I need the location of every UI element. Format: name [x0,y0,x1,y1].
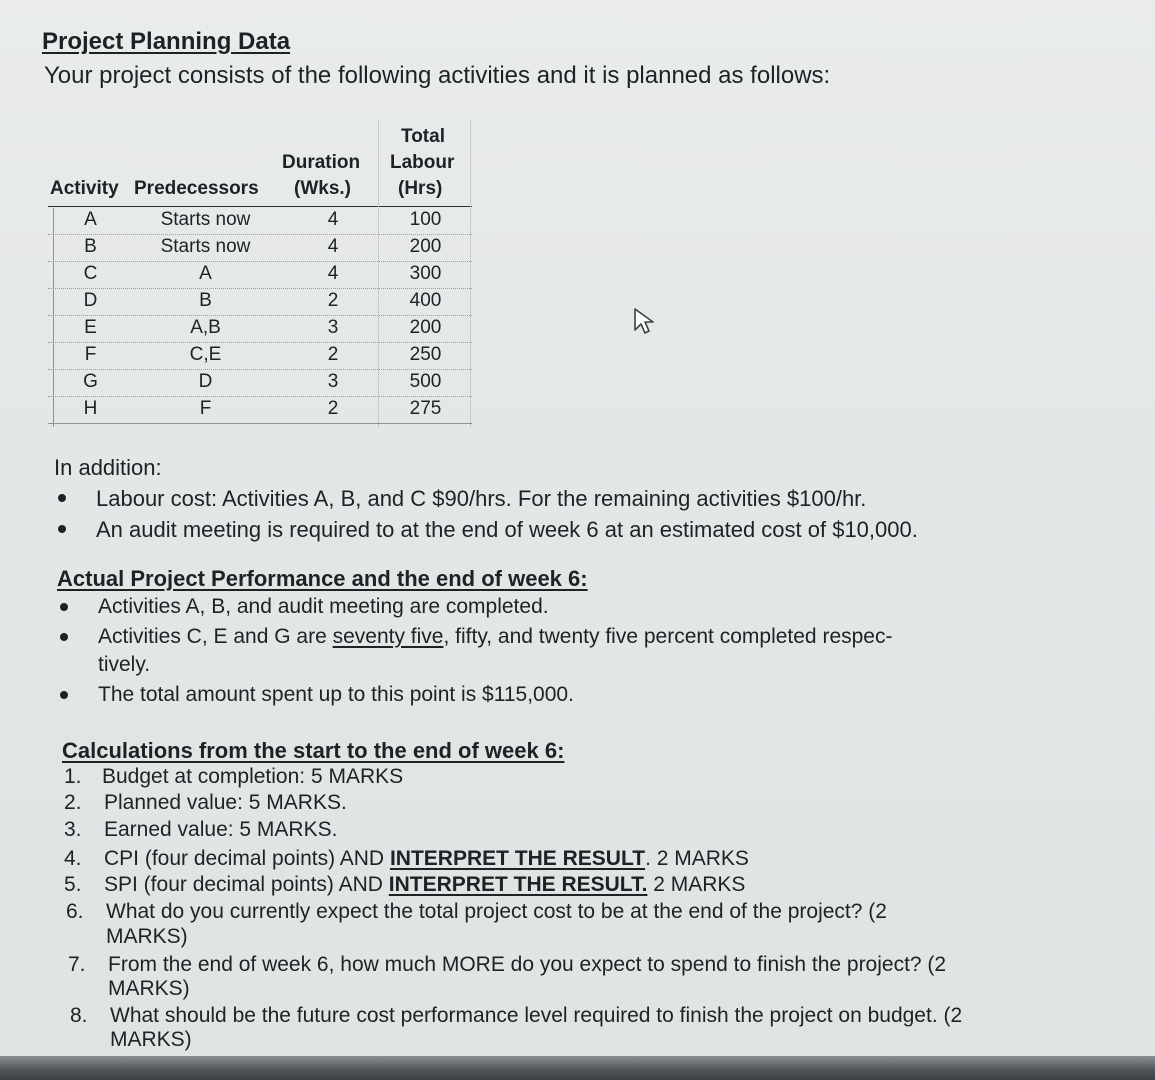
cell-predecessors: B [199,290,212,311]
cell-predecessors: A,B [190,317,221,338]
cell-duration: 4 [327,263,339,284]
question-text: SPI (four decimal points) AND [104,873,389,896]
cell-activity: A [84,209,97,230]
bullet-dot-icon [60,691,68,699]
table-row [48,343,472,370]
cell-labour: 500 [409,371,442,392]
cell-labour: 400 [409,290,442,311]
cell-activity: E [84,317,97,338]
question-item: What do you currently expect the total project cost to be at the end of the project? (2 [106,900,887,923]
cell-labour: 300 [409,263,442,284]
item-number: 2. [64,791,82,814]
header-predecessors: Predecessors [134,178,259,199]
actual-heading: Actual Project Performance and the end of week 6: [57,566,588,591]
cell-predecessors: D [198,371,213,392]
actual-bullet-1: Activities A, B, and audit meeting are completed. [98,595,549,618]
item-number: 7. [68,953,86,976]
cell-predecessors: F [199,398,212,419]
bullet-dot-icon [60,603,68,611]
actual-bullet-2-cont: tively. [98,653,151,676]
addition-heading: In addition: [54,455,162,480]
table-row [48,235,472,262]
cell-duration: 2 [327,344,339,365]
cell-labour: 275 [409,398,442,419]
cell-activity: H [83,398,98,419]
item-number: 8. [70,1004,88,1027]
actual-bullet-2 [98,625,892,649]
table-row [48,316,472,343]
cell-labour: 200 [409,317,442,338]
cell-activity: G [83,371,98,392]
header-duration-line1: Duration [282,152,361,173]
table-row [48,397,472,424]
item-number: 1. [64,765,82,788]
item-number: 3. [64,818,82,841]
question-item: Earned value: 5 MARKS. [104,818,338,841]
question-item: Planned value: 5 MARKS. [104,791,347,814]
cell-duration: 4 [327,209,339,230]
table-row [48,370,472,397]
cell-activity: C [83,263,98,284]
question-item-cont: MARKS) [106,925,188,948]
header-labour-line1: Total [401,126,445,147]
bullet-dot-icon [60,633,68,641]
cell-predecessors: A [199,263,212,284]
actual-bullet-2-post: , fifty, and twenty five percent completed respec- [443,625,893,648]
cell-duration: 3 [327,371,339,392]
item-number: 6. [66,900,84,923]
question-emphasis: INTERPRET THE RESULT. [388,873,648,896]
cell-duration: 3 [327,317,339,338]
actual-bullet-2-pre: Activities C, E and G are [98,625,333,648]
actual-bullet-3: The total amount spent up to this point is $115,000. [98,683,574,706]
cell-duration: 4 [327,236,339,257]
question-item [104,847,749,871]
table-row [48,262,472,289]
item-number: 4. [64,847,82,870]
screen-bezel [0,1056,1155,1080]
page-title: Project Planning Data [42,28,291,55]
actual-bullet-2-underlined: seventy five [332,625,444,648]
cell-activity: B [84,236,97,257]
question-item: From the end of week 6, how much MORE do you expect to spend to finish the project? (2 [108,953,947,976]
question-text: CPI (four decimal points) AND [104,847,390,870]
mouse-pointer-icon [632,306,658,336]
header-rule [48,206,472,207]
cell-labour: 200 [409,236,442,257]
question-emphasis: INTERPRET THE RESULT [389,847,646,870]
question-item: Budget at completion: 5 MARKS [102,765,404,788]
header-labour-line3: (Hrs) [398,178,443,199]
cell-activity: D [83,290,98,311]
question-marks: . 2 MARKS [645,847,749,870]
cell-duration: 2 [327,290,339,311]
cell-activity: F [84,344,97,365]
header-activity: Activity [50,178,119,199]
question-marks: 2 MARKS [647,873,746,896]
cell-duration: 2 [327,398,339,419]
header-labour-line2: Labour [390,152,455,173]
header-duration-line2: (Wks.) [294,178,351,199]
bullet-dot-icon [58,494,66,502]
cell-predecessors: C,E [189,344,222,365]
table-row [48,289,472,316]
cell-labour: 100 [409,209,442,230]
cell-predecessors: Starts now [160,236,251,257]
table-row [48,208,472,235]
question-item-cont: MARKS) [110,1028,192,1051]
addition-bullet: An audit meeting is required to at the end of week 6 at an estimated cost of $10,000. [96,517,918,542]
question-item-cont: MARKS) [108,977,190,1000]
cell-predecessors: Starts now [160,209,251,230]
calculations-heading: Calculations from the start to the end of week 6: [62,738,565,763]
item-number: 5. [64,873,82,896]
addition-bullet: Labour cost: Activities A, B, and C $90/hrs. For the remaining activities $100/hr. [96,486,867,511]
question-item [104,873,745,897]
intro-text: Your project consists of the following activities and it is planned as follows: [44,62,831,89]
bullet-dot-icon [58,525,66,533]
question-item: What should be the future cost performance level required to finish the project on budget. (2 [110,1004,963,1027]
cell-labour: 250 [409,344,442,365]
